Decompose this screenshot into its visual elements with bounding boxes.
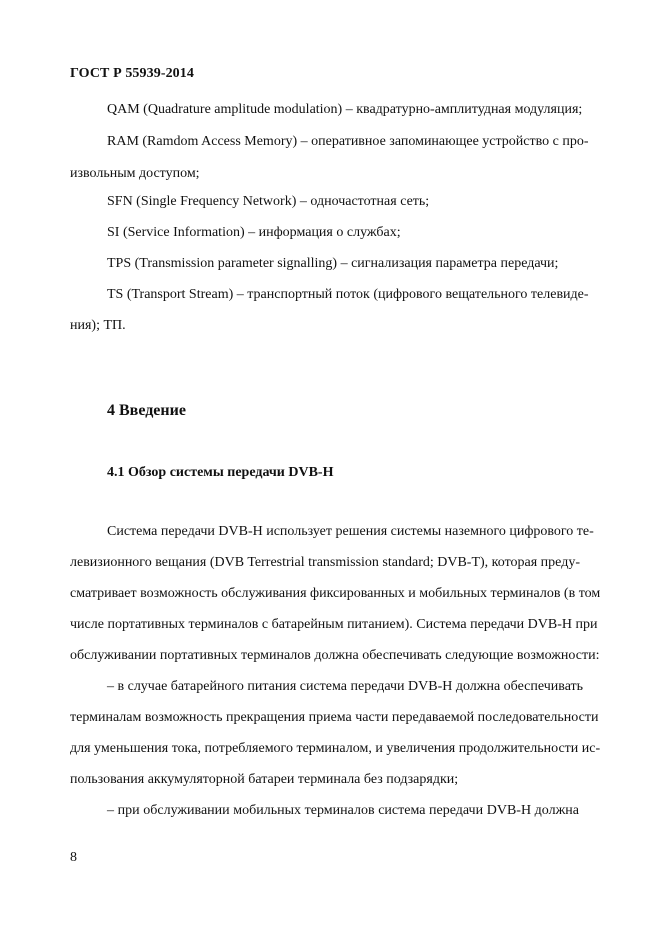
paragraph-line: обслуживании портативных терминалов должна обеспечивать следующие возможности: <box>70 648 600 663</box>
abbreviation-ram-line-1: RAM (Ramdom Access Memory) – оперативное запоминающее устройство с про- <box>107 134 589 149</box>
list-item-line: терминалам возможность прекращения приема части передаваемой последовательности <box>70 710 599 725</box>
paragraph-line: числе портативных терминалов с батарейным питанием). Система передачи DVB-H при <box>70 617 598 632</box>
list-item-line: – в случае батарейного питания система передачи DVB-H должна обеспечивать <box>107 679 584 694</box>
document-header: ГОСТ Р 55939-2014 <box>70 66 194 81</box>
abbreviation-ram-line-2: извольным доступом; <box>70 166 200 181</box>
abbreviation-ts-line-2: ния); ТП. <box>70 318 126 333</box>
paragraph-line: Система передачи DVB-H использует решения системы наземного цифрового те- <box>107 524 594 539</box>
list-item-line: для уменьшения тока, потребляемого терминалом, и увеличения продолжительности ис- <box>70 741 601 756</box>
list-item-line: пользования аккумуляторной батареи терминала без подзарядки; <box>70 772 459 787</box>
abbreviation-si: SI (Service Information) – информация о службах; <box>107 225 401 240</box>
abbreviation-sfn: SFN (Single Frequency Network) – одночастотная сеть; <box>107 194 430 209</box>
section-heading: 4 Введение <box>107 402 186 419</box>
list-item-line: – при обслуживании мобильных терминалов система передачи DVB-H должна <box>107 803 579 818</box>
abbreviation-ts-line-1: TS (Transport Stream) – транспортный поток (цифрового вещательного телевиде- <box>107 287 589 302</box>
abbreviation-tps: TPS (Transmission parameter signalling) – сигнализация параметра передачи; <box>107 256 559 271</box>
page-number: 8 <box>70 850 77 865</box>
abbreviation-qam: QAM (Quadrature amplitude modulation) – квадратурно-амплитудная модуляция; <box>107 102 583 117</box>
subsection-heading: 4.1 Обзор системы передачи DVB-H <box>107 465 334 480</box>
paragraph-line: сматривает возможность обслуживания фиксированных и мобильных терминалов (в том <box>70 586 601 601</box>
paragraph-line: левизионного вещания (DVB Terrestrial transmission standard; DVB-T), которая преду- <box>70 555 580 570</box>
